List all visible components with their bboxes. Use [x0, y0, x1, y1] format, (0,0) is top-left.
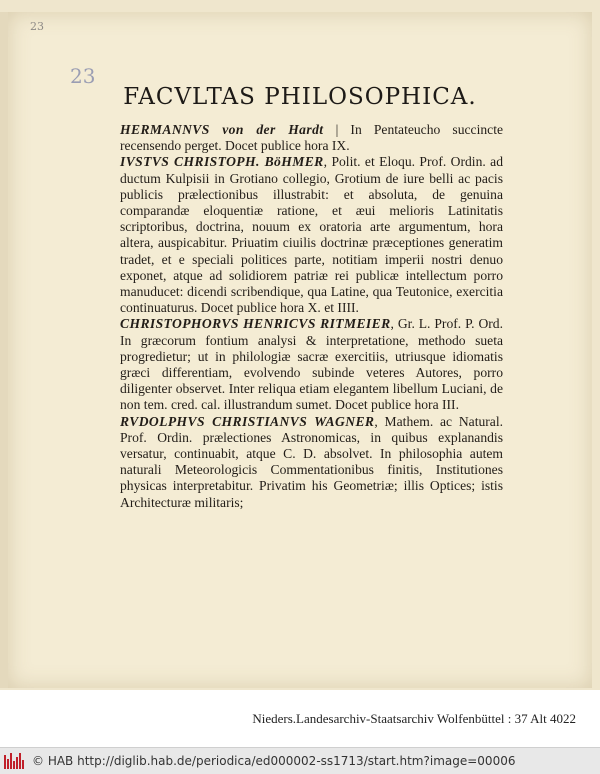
document-body — [120, 122, 503, 511]
paragraph-boehmer — [120, 154, 503, 316]
hab-logo-icon — [4, 753, 26, 769]
credit-bar — [0, 747, 600, 774]
paragraph-wagner — [120, 414, 503, 511]
paragraph-text: | In Pentateucho succincte recensendo perget. Docet publice hora IX. — [120, 122, 504, 154]
folio-number: 23 — [70, 64, 96, 88]
paragraph-text: , Polit. et Eloqu. Prof. Ordin. ad ductum Kulpisii in Grotiano collegio, Grotium de iure belli ac pacis publicis prælectionibus illustrabit: et absoluta, de genuina comparandæ eloquentiæ ratione, et æui melioris Latinitatis scriptoribus, doctrina, nouum ex oratoria arte argumentum, hora altera, auspicabitur. Priuatim ciuilis doctrinæ præceptiones generatim tradet, et e speciali politices parte, notitiam imperii nostri denuo exponet, atque ad solidiorem patriæ rei publicæ intellectum porro manuducet: dicendi scribendique, qua Latine, qua Teutonice, exercitia continuaturus. Docet publice hora X. et IIII. — [120, 154, 503, 316]
person-name: HERMANNVS von der Hardt — [120, 122, 324, 137]
person-name: CHRISTOPHORVS HENRICVS RITMEIER — [120, 316, 391, 332]
archive-label: Nieders.Landesarchiv-Staatsarchiv Wolfenbüttel : 37 Alt 4022 — [252, 711, 576, 726]
page-edge — [0, 12, 8, 688]
person-name: IVSTVS CHRISTOPH. BöHMER — [120, 154, 324, 170]
paragraph-text: , Mathem. ac Natural. Prof. Ordin. prælectiones Astronomicas, in quibus explanandis versatur, continuabit, atque C. D. absolvet. In philosophia autem naturali Meteorologicis Commentationibus finitis, Institutiones physicas interpretabitur. Privatim his Geometriæ; illis Optices; istis Architecturæ militaris; — [120, 413, 503, 510]
page-title: FACVLTAS PHILOSOPHICA. — [123, 84, 477, 110]
paragraph-ritmeier — [120, 316, 503, 413]
credit-link[interactable]: © HAB http://diglib.hab.de/periodica/ed000002-ss1713/start.htm?image=00006 — [32, 754, 516, 768]
paragraph-text: , Gr. L. Prof. P. Ord. In græcorum fontium analysi & interpretatione, methodo sueta progredietur; ut in philologiæ sacræ exercitiis, utriusque idiomatis græci differentiam, evolvendo subinde veteres Autores, porro diligenter observet. Inter reliqua etiam elegantem libellum Luciani, de non tem. cred. cal. illustrandum sumet. Docet publice hora III. — [120, 316, 503, 413]
pencil-mark: 23 — [30, 20, 44, 33]
person-name: RVDOLPHVS CHRISTIANVS WAGNER — [120, 413, 375, 429]
paragraph-hardt — [120, 122, 503, 154]
